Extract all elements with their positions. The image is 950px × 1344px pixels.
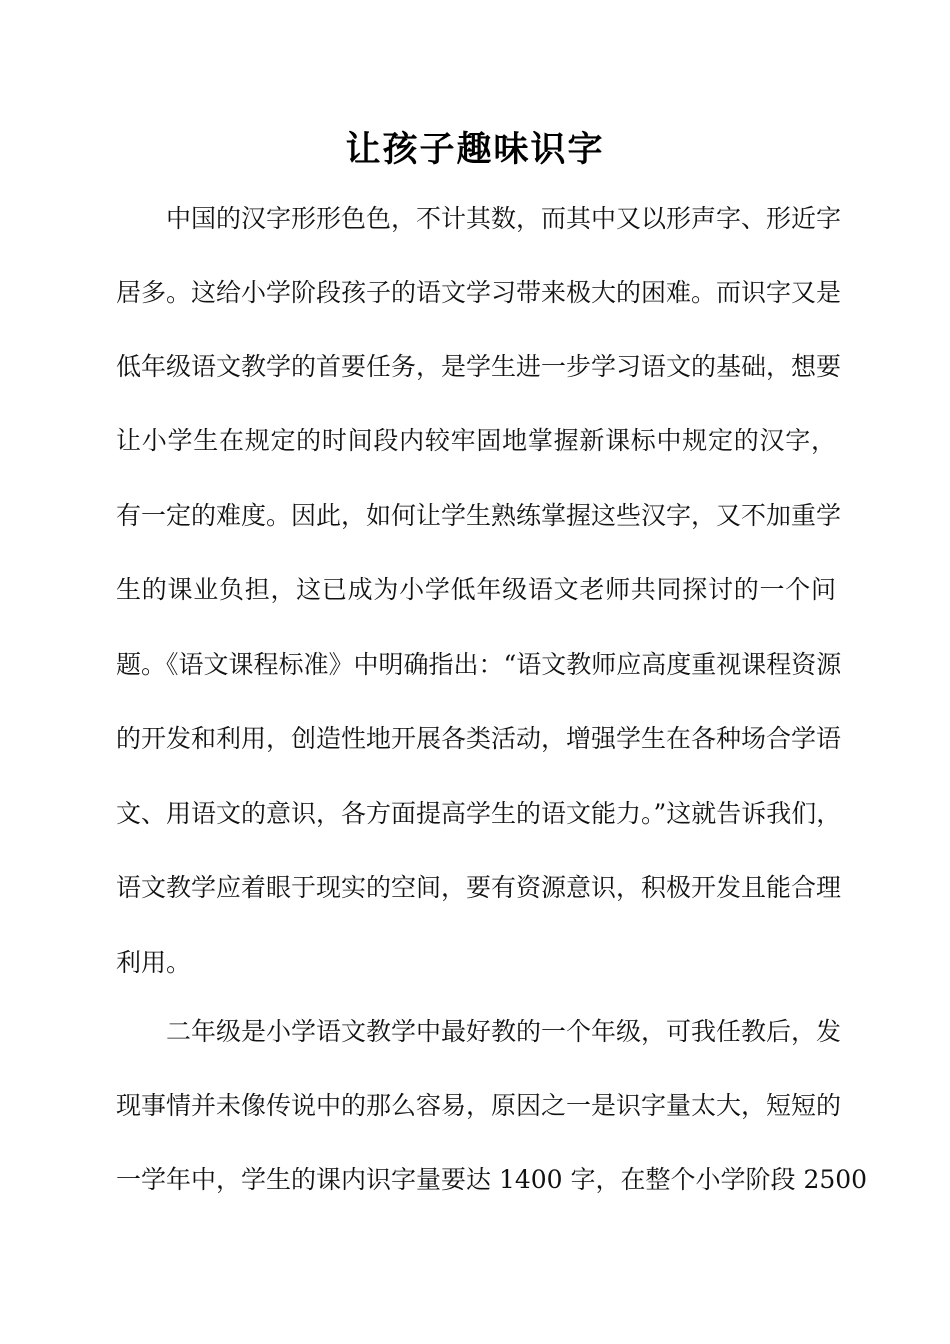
- paragraph-line: 中国的汉字形形色色，不计其数，而其中又以形声字、形近字: [166, 204, 842, 233]
- paragraph-line: 二年级是小学语文教学中最好教的一个年级，可我任教后，发: [166, 1017, 842, 1046]
- paragraph-line: 有一定的难度。因此，如何让学生熟练掌握这些汉字，又不加重学: [116, 501, 842, 530]
- paragraph-line: 让小学生在规定的时间段内较牢固地掌握新课标中规定的汉字，: [116, 426, 836, 455]
- paragraph-line: 低年级语文教学的首要任务，是学生进一步学习语文的基础，想要: [116, 352, 842, 381]
- paragraph-line: 的开发和利用，创造性地开展各类活动，增强学生在各种场合学语: [116, 724, 842, 753]
- paragraph-line: 题。《语文课程标准》中明确指出：“语文教师应高度重视课程资源: [116, 650, 842, 679]
- paragraph-line: 一学年中，学生的课内识字量要达 1400 字，在整个小学阶段 2500: [116, 1165, 868, 1194]
- paragraph-line: 生的课业负担，这已成为小学低年级语文老师共同探讨的一个问: [116, 575, 836, 604]
- paragraph-line: 现事情并未像传说中的那么容易，原因之一是识字量太大，短短的: [116, 1091, 842, 1120]
- paragraph-line: 语文教学应着眼于现实的空间，要有资源意识，积极开发且能合理: [116, 873, 842, 902]
- paragraph-line: 文、用语文的意识，各方面提高学生的语文能力。”这就告诉我们，: [116, 799, 842, 828]
- document-title: 让孩子趣味识字: [345, 130, 605, 170]
- paragraph-line: 利用。: [116, 948, 192, 977]
- paragraph-line: 居多。这给小学阶段孩子的语文学习带来极大的困难。而识字又是: [116, 278, 842, 307]
